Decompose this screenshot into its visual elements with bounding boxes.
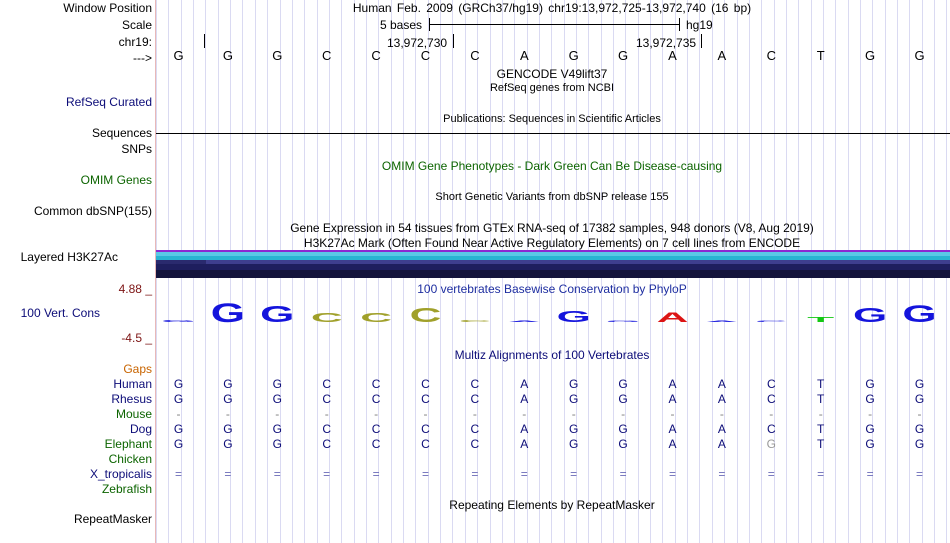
alignment-rhesus-base: C — [322, 392, 332, 406]
label-100-vert-cons[interactable]: 100 Vert. Cons — [20, 306, 100, 320]
alignment-human-base: T — [817, 377, 825, 391]
h3k27ac-track-title: H3K27Ac Mark (Often Found Near Active Regulatory Elements) on 7 cell lines from ENCODE — [303, 236, 801, 250]
ruler-tick — [701, 34, 702, 48]
phylop-logo-letter: A — [508, 320, 541, 323]
alignment-xtrop-base: = — [718, 467, 726, 481]
alignment-elephant-base: A — [520, 437, 529, 451]
alignment-rhesus-base: C — [470, 392, 480, 406]
alignment-mouse-base: - — [522, 407, 527, 421]
alignment-xtrop-base: = — [273, 467, 281, 481]
h3k27ac-signal — [156, 250, 950, 278]
alignment-human-base: G — [223, 377, 233, 391]
phylop-logo-letter: C — [755, 320, 788, 323]
base-letter: A — [668, 48, 677, 63]
base-letter: G — [272, 48, 283, 63]
label-chicken: Chicken — [108, 452, 152, 466]
alignment-human-base: A — [717, 377, 726, 391]
ruler-coord-2: 13,972,735 — [636, 36, 697, 50]
phylop-logo-letter: G — [902, 300, 937, 328]
alignment-mouse-base: - — [769, 407, 774, 421]
alignment-mouse-base: - — [719, 407, 724, 421]
alignment-human-base: G — [173, 377, 184, 391]
label-repeatmasker[interactable]: RepeatMasker — [73, 512, 152, 526]
label-strand[interactable]: ---> — [133, 51, 152, 65]
label-refseq-curated[interactable]: RefSeq Curated — [65, 95, 152, 109]
alignment-mouse-base: - — [621, 407, 626, 421]
phylop-logo-letter: G — [605, 320, 641, 323]
alignment-mouse-base: - — [374, 407, 379, 421]
base-letter: C — [371, 48, 381, 63]
alignment-elephant-base: G — [766, 437, 776, 451]
alignment-human-base: C — [371, 377, 381, 391]
alignment-mouse-base: - — [670, 407, 675, 421]
scale-bar-left-tick — [429, 18, 430, 31]
base-letter: G — [173, 48, 184, 63]
base-letter: C — [470, 48, 480, 63]
base-letter: T — [816, 48, 825, 63]
alignment-elephant-base: G — [914, 437, 925, 451]
alignment-rhesus-base: G — [223, 392, 233, 406]
phylop-logo-letter: C — [409, 304, 442, 327]
alignment-dog-base: G — [914, 422, 925, 436]
label-common-dbsnp[interactable]: Common dbSNP(155) — [33, 204, 152, 218]
phylop-track-title[interactable]: 100 vertebrates Basewise Conservation by PhyloP — [417, 282, 687, 296]
ruler-tick — [204, 34, 205, 48]
alignment-mouse-base: - — [176, 407, 181, 421]
alignment-elephant-base: G — [618, 437, 628, 451]
alignment-dog-base: C — [421, 422, 430, 436]
alignment-human-base: C — [421, 377, 430, 391]
label-snps[interactable]: SNPs — [121, 142, 152, 156]
scale-bar-right-tick — [679, 18, 680, 31]
alignment-rhesus-base: A — [717, 392, 726, 406]
alignment-dog-base: T — [817, 422, 825, 436]
alignment-mouse-base: - — [868, 407, 873, 421]
alignment-elephant-base: C — [421, 437, 430, 451]
ruler-coord-1: 13,972,730 — [387, 36, 448, 50]
alignment-elephant-base: T — [817, 437, 825, 451]
label-phylop-max: 4.88 _ — [118, 282, 152, 296]
base-letter: G — [568, 48, 579, 63]
phylop-logo-letter: C — [459, 319, 491, 323]
alignment-mouse-base: - — [472, 407, 477, 421]
phylop-logo-letter: G — [260, 301, 295, 328]
scale-bar — [429, 24, 680, 25]
alignment-dog-base: C — [371, 422, 381, 436]
label-phylop-min: -4.5 _ — [121, 331, 152, 345]
alignment-rhesus-base: A — [668, 392, 677, 406]
alignment-dog-base: G — [865, 422, 875, 436]
phylop-logo-letter: G — [556, 307, 591, 326]
alignment-dog-base: G — [618, 422, 628, 436]
omim-track-title[interactable]: OMIM Gene Phenotypes - Dark Green Can Be Disease-causing — [381, 159, 723, 173]
base-letter: G — [914, 48, 925, 63]
label-scale: Scale — [121, 18, 152, 32]
refseq-track-title: RefSeq genes from NCBI — [489, 82, 615, 94]
phylop-logo-letter: T — [807, 315, 835, 324]
alignment-mouse-base: - — [275, 407, 280, 421]
alignment-dog-base: C — [322, 422, 332, 436]
alignment-human-base: G — [865, 377, 875, 391]
phylop-logo-letter: C — [360, 310, 392, 325]
gtex-track-title[interactable]: Gene Expression in 54 tissues from GTEx RNA-seq of 17382 samples, 948 donors (V8, Aug 2019) — [290, 221, 814, 235]
phylop-logo-letter: G — [161, 319, 196, 323]
base-letter: G — [222, 48, 233, 63]
base-letter: A — [519, 48, 529, 63]
alignment-mouse-base: - — [571, 407, 576, 421]
phylop-logo-letter: A — [656, 308, 689, 326]
base-letter: A — [717, 48, 727, 63]
alignment-xtrop-base: = — [817, 467, 825, 481]
alignment-xtrop-base: = — [915, 467, 923, 481]
alignment-human-base: C — [766, 377, 776, 391]
alignment-xtrop-base: = — [619, 467, 627, 481]
alignment-elephant-base: G — [569, 437, 579, 451]
base-letter: G — [618, 48, 629, 63]
gencode-track-title[interactable]: GENCODE V49lift37 — [496, 67, 608, 81]
label-human: Human — [113, 377, 152, 391]
alignment-rhesus-base: G — [173, 392, 184, 406]
publications-track-title: Publications: Sequences in Scientific Articles — [443, 113, 661, 125]
alignment-dog-base: C — [470, 422, 480, 436]
alignment-rhesus-base: A — [520, 392, 529, 406]
label-chrom: chr19: — [118, 35, 152, 49]
alignment-xtrop-base: = — [372, 467, 380, 481]
label-x-tropicalis: X_tropicalis — [89, 467, 152, 481]
alignment-xtrop-base: = — [421, 467, 429, 481]
alignment-human-base: G — [272, 377, 282, 391]
alignment-rhesus-base: G — [914, 392, 925, 406]
alignment-rhesus-base: G — [865, 392, 875, 406]
alignment-rhesus-base: C — [371, 392, 381, 406]
alignment-dog-base: G — [272, 422, 282, 436]
alignment-mouse-base: - — [225, 407, 230, 421]
label-mouse: Mouse — [115, 407, 152, 421]
alignment-elephant-base: A — [717, 437, 726, 451]
alignment-xtrop-base: = — [174, 467, 182, 481]
alignment-elephant-base: G — [272, 437, 282, 451]
alignment-human-base: G — [618, 377, 628, 391]
alignment-elephant-base: G — [223, 437, 233, 451]
track-labels — [0, 0, 155, 543]
alignment-xtrop-base: = — [767, 467, 775, 481]
alignment-xtrop-base: = — [520, 467, 528, 481]
repeatmasker-track-title: Repeating Elements by RepeatMasker — [449, 498, 655, 512]
alignment-rhesus-base: G — [618, 392, 628, 406]
alignment-dog-base: C — [766, 422, 776, 436]
phylop-logo-letter: G — [852, 304, 888, 327]
alignment-human-base: C — [470, 377, 480, 391]
base-letter: C — [321, 48, 332, 63]
label-omim-genes[interactable]: OMIM Genes — [80, 173, 152, 187]
alignment-elephant-base: C — [371, 437, 381, 451]
assembly-label: hg19 — [686, 18, 713, 32]
label-zebrafish: Zebrafish — [101, 482, 152, 496]
alignment-human-base: A — [520, 377, 529, 391]
alignment-rhesus-base: C — [766, 392, 776, 406]
alignment-rhesus-base: T — [817, 392, 825, 406]
alignment-dog-base: G — [223, 422, 233, 436]
alignment-xtrop-base: = — [224, 467, 232, 481]
alignment-mouse-base: - — [917, 407, 922, 421]
label-elephant: Elephant — [104, 437, 152, 451]
alignment-human-base: A — [668, 377, 677, 391]
label-layered-h3k27ac[interactable]: Layered H3K27Ac — [20, 250, 118, 264]
alignment-rhesus-base: C — [421, 392, 430, 406]
alignment-dog-base: A — [717, 422, 726, 436]
label-window-position: Window Position — [63, 1, 152, 15]
alignment-elephant-base: C — [322, 437, 332, 451]
label-dog: Dog — [129, 422, 152, 436]
alignment-dog-base: G — [569, 422, 579, 436]
alignment-xtrop-base: = — [323, 467, 331, 481]
phylop-logo-letter: A — [706, 320, 738, 323]
alignment-elephant-base: A — [668, 437, 677, 451]
alignment-human-base: G — [914, 377, 925, 391]
label-sequences[interactable]: Sequences — [91, 126, 152, 140]
alignment-xtrop-base: = — [668, 467, 676, 481]
alignment-human-base: G — [569, 377, 579, 391]
base-letter: C — [766, 48, 776, 63]
alignment-xtrop-base: = — [866, 467, 874, 481]
window-position-text: Human Feb. 2009 (GRCh37/hg19) chr19:13,972,725-13,972,740 (16 bp) — [352, 1, 752, 15]
alignment-dog-base: G — [173, 422, 184, 436]
multiz-track-title[interactable]: Multiz Alignments of 100 Vertebrates — [454, 348, 650, 362]
scale-label: 5 bases — [380, 18, 423, 32]
alignment-human-base: C — [322, 377, 332, 391]
alignment-dog-base: A — [520, 422, 529, 436]
alignment-elephant-base: G — [865, 437, 875, 451]
base-letter: G — [865, 48, 876, 63]
dbsnp-track-title: Short Genetic Variants from dbSNP release 155 — [435, 191, 669, 203]
phylop-logo-letter: G — [210, 297, 246, 328]
label-gaps: Gaps — [123, 362, 152, 376]
alignment-xtrop-base: = — [570, 467, 578, 481]
sequences-line — [156, 133, 950, 134]
ruler-tick — [453, 34, 454, 48]
alignment-rhesus-base: G — [569, 392, 579, 406]
browser-track-area[interactable] — [156, 0, 950, 543]
phylop-logo — [156, 296, 950, 338]
phylop-logo-letter: C — [310, 310, 343, 325]
alignment-elephant-base: G — [173, 437, 184, 451]
alignment-mouse-base: - — [324, 407, 329, 421]
alignment-mouse-base: - — [423, 407, 428, 421]
alignment-dog-base: A — [668, 422, 677, 436]
alignment-xtrop-base: = — [471, 467, 479, 481]
label-rhesus: Rhesus — [111, 392, 152, 406]
base-letter: C — [420, 48, 431, 63]
alignment-elephant-base: C — [470, 437, 480, 451]
alignment-rhesus-base: G — [272, 392, 282, 406]
alignment-mouse-base: - — [818, 407, 823, 421]
